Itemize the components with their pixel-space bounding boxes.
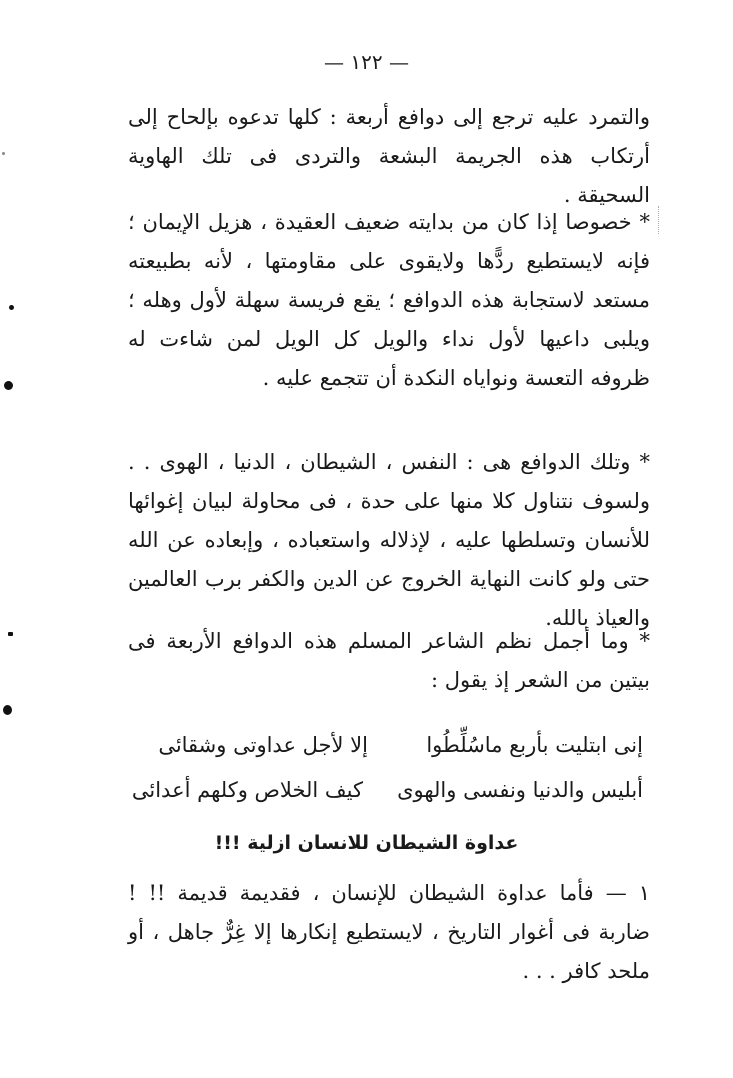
- binding-hole-mark: [3, 705, 12, 715]
- verse-2-first-hemistich: أبليس والدنيا ونفسى والهوى: [397, 778, 643, 802]
- paragraph-poet-intro: * وما أجمل نظم الشاعر المسلم هذه الدوافع الأربعة فى بيتين من الشعر إذ يقول :: [128, 629, 650, 692]
- paragraph-intro: والتمرد عليه ترجع إلى دوافع أربعة : كلها تدعوه بإلحاح إلى أرتكاب هذه الجريمة البشعة والتردى فى تلك الهاوية السحيقة .: [128, 105, 650, 207]
- paragraph-satan-enmity: ١ — فأما عداوة الشيطان للإنسان ، فقديمة قديمة !! ! ضاربة فى أغوار التاريخ ، لايستطيع إنكارها إلا غِرٌّ جاهل ، أو ملحد كافر . . .: [128, 881, 650, 983]
- verse-2-second-hemistich: كيف الخلاص وكلهم أعدائى: [131, 778, 363, 802]
- binding-hole-mark: [4, 381, 13, 390]
- paragraph-four-motives: * وتلك الدوافع هى : النفس ، الشيطان ، الدنيا ، الهوى . . ولسوف نتناول كلا منها على حدة ، فى محاولة لبيان إغوائها للأنسان وتسلطها عليه ، لإذلاله واستعباده ، وإبعاده عن الله حتى ولو كانت النهاية الخروج عن الدين والكفر برب العالمين والعياذ بالله.: [128, 450, 650, 630]
- margin-speck: [2, 152, 5, 155]
- section-heading: عداوة الشيطان للانسان ازلية !!!: [214, 832, 519, 854]
- scan-artifact: [658, 206, 662, 234]
- margin-speck: [9, 305, 14, 310]
- page-number: — ١٢٢ —: [324, 50, 409, 74]
- paragraph-weak-faith: * خصوصا إذا كان من بدايته ضعيف العقيدة ، هزيل الإيمان ؛ فإنه لايستطيع ردًّها ولايقوى على مقاومتها ، لأنه بطبيعته مستعد لاستجابة هذه الدوافع ؛ يقع فريسة سهلة لأول وهله ؛ ويلبى داعيها لأول نداء والويل كل الويل لمن شاءت له ظروفه التعسة ونواياه النكدة أن تتجمع عليه .: [128, 210, 650, 390]
- margin-speck: [8, 632, 13, 636]
- verse-1-first-hemistich: إنى ابتليت بأربع ماسُلِّطُوا: [426, 733, 643, 757]
- verse-1-second-hemistich: إلا لأجل عداوتى وشقائى: [158, 733, 368, 757]
